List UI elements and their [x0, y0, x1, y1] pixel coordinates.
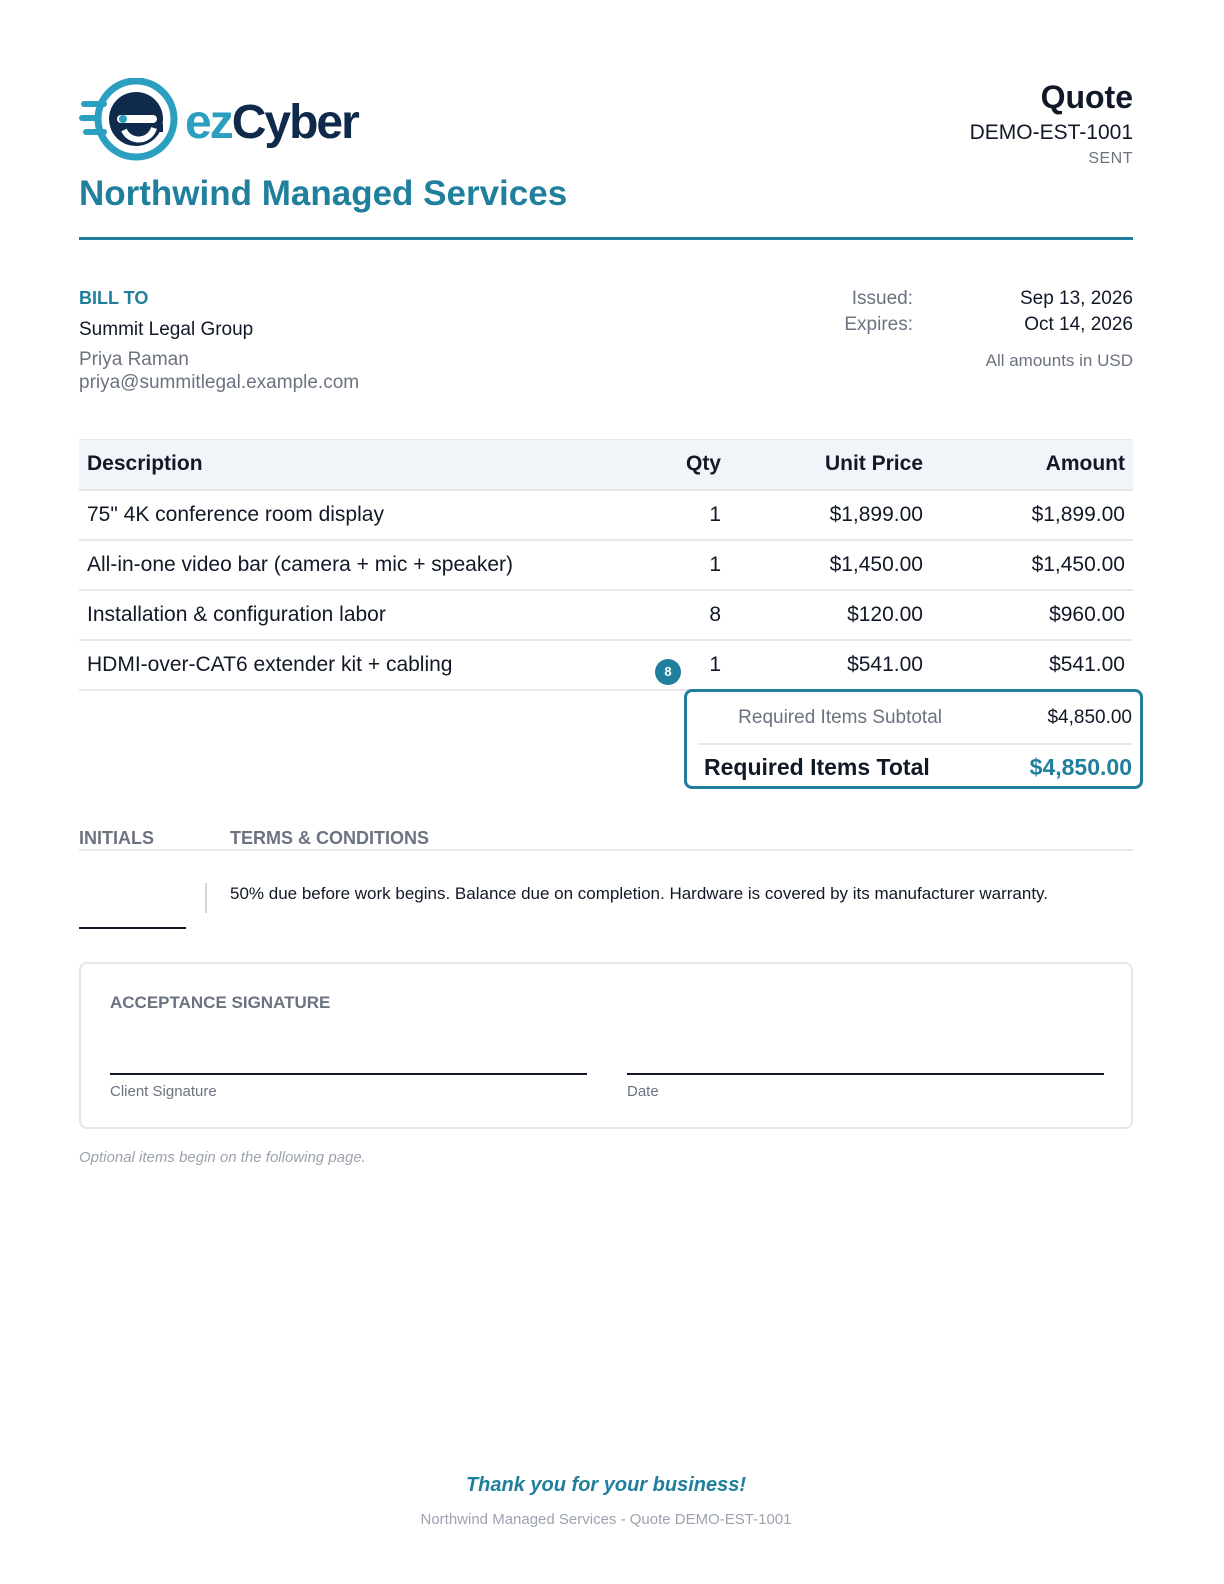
total-label: Required Items Total: [704, 753, 930, 780]
item-unit-price: $1,450.00: [721, 540, 923, 590]
issued-label: Issued:: [851, 288, 913, 309]
item-amount: $541.00: [923, 640, 1133, 690]
item-qty: 1: [639, 540, 721, 590]
table-row: [79, 540, 1133, 590]
item-amount: $1,899.00: [923, 490, 1133, 540]
document-number: DEMO-EST-1001: [969, 121, 1133, 144]
item-unit-price: $1,899.00: [721, 490, 923, 540]
issued-date: Sep 13, 2026: [1019, 288, 1133, 309]
company-name: Northwind Managed Services: [79, 174, 568, 213]
total-value: $4,850.00: [1029, 753, 1132, 780]
document-type: Quote: [1040, 79, 1133, 115]
thank-you-message: Thank you for your business!: [465, 1474, 747, 1496]
column-header-description: Description: [79, 440, 639, 490]
client-name: Summit Legal Group: [79, 319, 254, 340]
client-contact: Priya Raman: [79, 349, 189, 370]
item-description: All-in-one video bar (camera + mic + speaker): [79, 540, 639, 590]
initials-field[interactable]: [79, 927, 186, 929]
optional-items-note: Optional items begin on the following page.: [79, 1149, 366, 1166]
totals-box: [684, 689, 1143, 789]
expires-date: Oct 14, 2026: [1024, 314, 1133, 335]
svg-text:ezCyber: ezCyber: [185, 96, 358, 149]
terms-divider: [79, 849, 1133, 851]
item-unit-price: $541.00: [721, 640, 923, 690]
client-signature-caption: Client Signature: [110, 1083, 217, 1100]
client-signature-field[interactable]: [110, 1073, 587, 1075]
column-header-unit-price: Unit Price: [721, 440, 923, 490]
acceptance-signature-box: [79, 962, 1133, 1129]
date-caption: Date: [627, 1083, 659, 1100]
subtotal-label: Required Items Subtotal: [738, 706, 942, 728]
page-footer: Northwind Managed Services - Quote DEMO-EST-1001: [420, 1511, 792, 1528]
terms-accent-bar: [205, 883, 207, 913]
table-row: [79, 640, 1133, 690]
annotation-badge[interactable]: 8: [655, 659, 681, 685]
terms-label: TERMS & CONDITIONS: [230, 828, 430, 848]
dates-section: [813, 288, 1133, 371]
expires-row: [813, 314, 1133, 340]
item-qty: 1: [639, 640, 721, 690]
item-unit-price: $120.00: [721, 590, 923, 640]
subtotal-value: $4,850.00: [1047, 706, 1132, 728]
column-header-qty: Qty: [639, 440, 721, 490]
item-amount: $960.00: [923, 590, 1133, 640]
currency-note: All amounts in USD: [985, 351, 1133, 370]
column-header-amount: Amount: [923, 440, 1133, 490]
item-qty: 8: [639, 590, 721, 640]
signature-date-field[interactable]: [627, 1073, 1104, 1075]
bill-to-label: BILL TO: [79, 288, 149, 308]
bill-to-section: [79, 288, 359, 394]
issued-row: [813, 288, 1133, 314]
expires-label: Expires:: [844, 314, 913, 335]
signature-title: ACCEPTANCE SIGNATURE: [110, 993, 331, 1012]
document-heading: [970, 78, 1133, 168]
table-row: [79, 490, 1133, 540]
total-row: [698, 747, 1132, 787]
item-qty: 1: [639, 490, 721, 540]
terms-text: 50% due before work begins. Balance due on completion. Hardware is covered by its manufacturer warranty.: [230, 884, 1049, 903]
item-description: HDMI-over-CAT6 extender kit + cabling: [79, 640, 639, 690]
ezcyber-logo-icon: [79, 78, 389, 162]
subtotal-row: [698, 692, 1132, 745]
item-amount: $1,450.00: [923, 540, 1133, 590]
table-row: [79, 590, 1133, 640]
client-email[interactable]: priya@summitlegal.example.com: [79, 372, 360, 393]
quote-page: [79, 0, 1133, 1584]
company-logo: [79, 78, 389, 162]
initials-label: INITIALS: [79, 828, 154, 848]
status-badge: SENT: [1088, 150, 1133, 167]
item-description: Installation & configuration labor: [79, 590, 639, 640]
item-description: 75" 4K conference room display: [79, 490, 639, 540]
header-divider: [79, 237, 1133, 240]
table-header-row: [79, 440, 1133, 490]
line-items-table: [79, 439, 1133, 691]
